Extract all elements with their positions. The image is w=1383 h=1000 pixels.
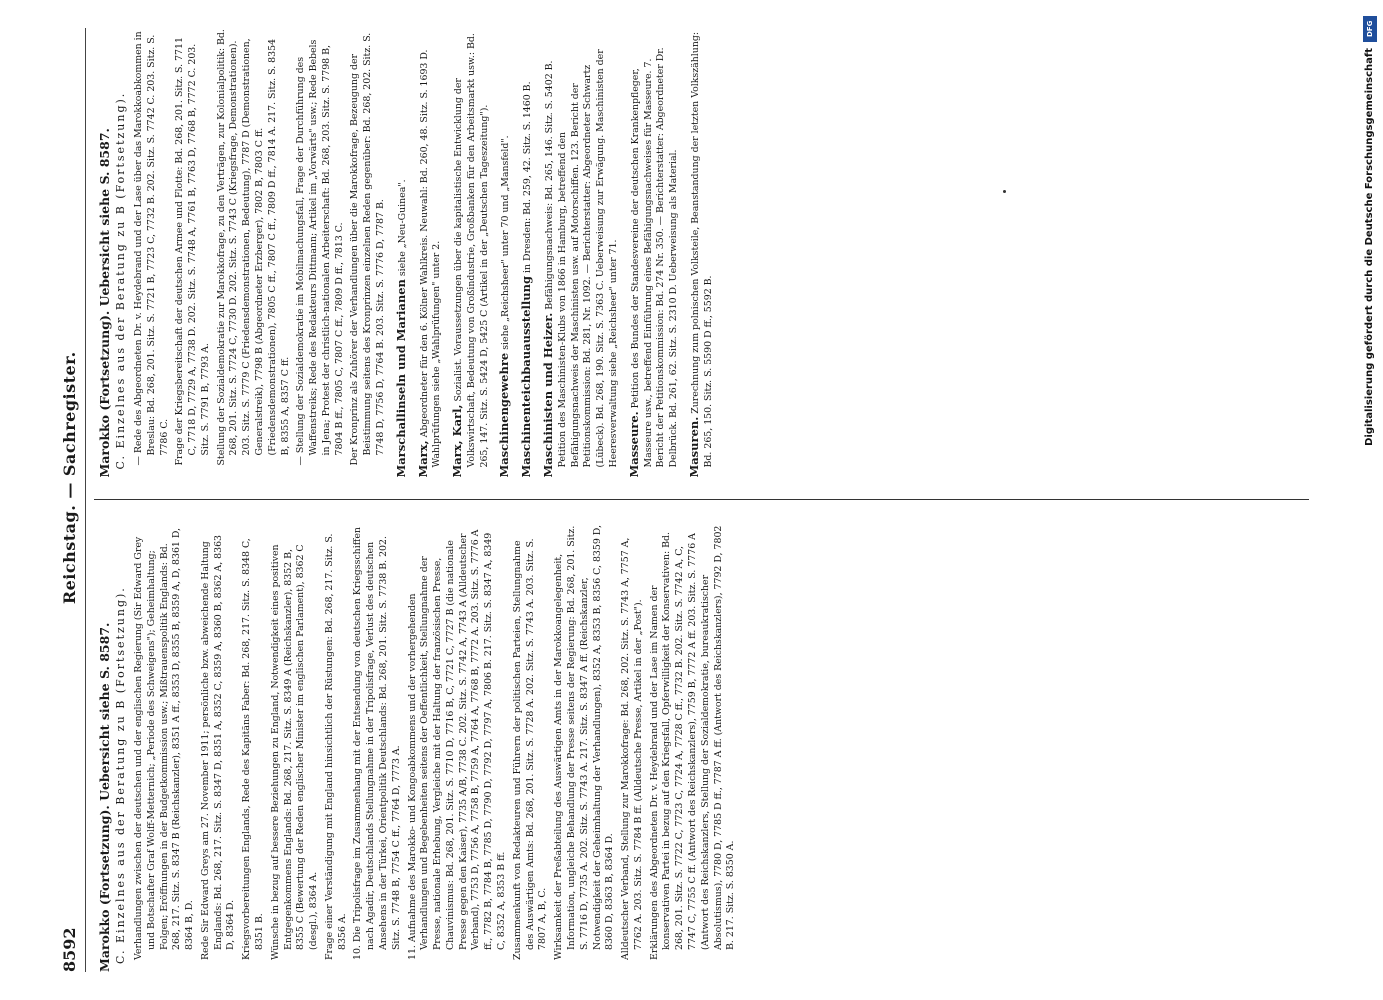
index-entry <box>394 28 410 478</box>
index-entry-text: Befähigungsnachweis: Bd. 265, 146. Sitz. S. 5402 B. Petition des Maschinisten-Klubs von 1866 in Hamburg, betreffend den Befähigungsnachweis der Maschinisten usw. auf Motorschiffen. 123. Bericht der Petitionskommission: Bd. 281, Nr. 1092. — Berichterstatter: Abgeordneter Schwartz (Lübeck). Bd. 268, 190. Sitz. S. 7363 C. Ueberweisung zur Erwägung. Maschinisten der Heeresverwaltung siehe „Reichsheer" unter 71. <box>544 49 619 468</box>
index-entry-text: siehe „Reichsheer" unter 70 und „Mansfeld". <box>500 135 512 350</box>
index-subentry: — Stellung der Sozialdemokratie im Mobilmachungsfall, Frage der Durchführung des Waffenstreiks; Rede des Redakteurs Dittmann; Artikel im „Vorwärts" usw.; Rede Bebels in Jena; Protest der christlich-nationalen Arbeiterschaft: Bd. 268, 203. Sitz. S. 7798 B, 7804 B ff., 7805 C, 7807 C ff., 7809 D ff., 7813 C. <box>295 39 345 466</box>
right-column-heading: Marokko (Fortsetzung). Uebersicht siehe S. 8587. <box>97 128 112 478</box>
index-entry-text: Zurechnung zum polnischen Volksteile, Beanstandung der letzten Volkszählung: Bd. 265, 150. Sitz. S. 5590 D ff., 5592 B. <box>689 31 714 468</box>
dfg-logo: DFG <box>1363 16 1377 42</box>
index-keyword: Marschallinseln und Marianen <box>393 279 408 478</box>
column-divider <box>94 500 1309 501</box>
index-subentry: Wünsche in bezug auf bessere Beziehungen zu England, Notwendigkeit eines positiven Entgegenkommens Englands: Bd. 268, 217. Sitz. S. 8349 A (Reichskanzler), 8352 B, 8355 C (Bewertung der Reden englischer Minister im englischen Parlament), 8362 C (desgl.), 8364 A. <box>269 544 320 960</box>
index-subentry: Zusammenkunft von Redakteuren und Führern der politischen Parteien, Stellungnahme des Auswärtigen Amts: Bd. 268, 201. Sitz. S. 7728 A. 202. Sitz. S. 7743 A. 203. Sitz. S. 7807 A, B, C. <box>511 538 549 960</box>
index-keyword: Marx, Karl, <box>450 404 465 478</box>
left-column <box>94 523 1309 973</box>
index-entry <box>519 28 535 478</box>
index-entry <box>541 28 621 478</box>
index-keyword: Maschinengewehre <box>497 352 512 478</box>
index-entry <box>687 28 716 478</box>
index-entry <box>497 28 513 478</box>
index-entry-text: siehe „Neu-Guinea". <box>396 179 408 277</box>
index-subentry: Rede Sir Edward Greys am 27. November 1911; persönliche bzw. abweichende Haltung Englands: Bd. 268, 217. Sitz. S. 8347 D, 8351 A, 8352 C, 8359 A, 8360 B, 8362 A, 8363 D, 8364 D. <box>199 534 237 960</box>
running-title: Reichstag. — Sachregister. <box>60 351 79 605</box>
dfg-credit-text: Digitalisierung gefördert durch die Deutsche Forschungsgemeinschaft <box>1364 48 1375 446</box>
index-keyword: Maschinisten und Heizer. <box>541 312 556 478</box>
index-subentry: Frage der Kriegsbereitschaft der deutschen Armee und Flotte: Bd. 268, 201. Sitz. S. 7711 C, 7718 D, 7729 A, 7738 D. 202. Sitz. S. 7748 A, 7761 B, 7763 D, 7768 B, 7772 C. 203. Sitz. S. 7791 B, 7793 A. <box>174 37 211 466</box>
text-columns <box>94 28 1309 972</box>
dfg-credit-strip <box>1359 8 1381 993</box>
index-subentry: Stellung der Sozialdemokratie zur Marokkofrage, zu den Verträgen, zur Kolonialpolitik: Bd. 268, 201. Sitz. S. 7724 C, 7730 D. 202. Sitz. S. 7743 C (Kriegsfrage, Demonstrationen). 203. Sitz. S. 7779 C (Friedensdemonstrationen, Bedeutung), 7787 D (Demonstrationen, Generalstreik), 7798 B (Abgeordneter Erzberger), 7802 B, 7803 C ff. (Friedensdemonstrationen), 7805 C ff., 7807 C ff., 7809 D ff., 7814 A. 217. Sitz. S. 8354 B, 8355 A, 8357 C ff. <box>215 29 291 466</box>
index-keyword: Maschinenteichbauausstellung <box>519 275 534 478</box>
index-subentry-numbered: 10. Die Tripolisfrage im Zusammenhang mit der Entsendung von deutschen Kriegsschiffen nach Agadir, Deutschlands Stellungnahme in der Tripolisfrage, Verlust des deutschen Ansehens in der Türkei, Orientpolitik Deutschlands: Bd. 268, 201. Sitz. S. 7738 B. 202. Sitz. S. 7748 B, 7754 C ff., 7764 D, 7773 A. <box>352 527 402 960</box>
index-keyword: Masuren. <box>686 416 701 478</box>
index-entry <box>450 28 491 478</box>
index-entry-text: Sozialist. Voraussetzungen über die kapitalistische Entwicklung der Volkswirtschaft, Bedeutung von Großindustrie, Großbanken für den Arbeitsmarkt usw.: Bd. 265, 147. Sitz. S. 5424 D, 5425 C (Artikel in der „Deutschen Tageszeitung"). <box>453 33 490 468</box>
index-subentry: Der Kronprinz als Zuhörer der Verhandlungen über die Marokkofrage, Bezeugung der Beistimmung seitens des Kronprinzen einzelnen Reden gegenüber: Bd. 268, 202. Sitz. S. 7748 D, 7756 D, 7764 B. 203. Sitz. S. 7776 D, 7787 B. <box>349 32 387 466</box>
index-subentry: Alldeutscher Verband, Stellung zur Marokkofrage: Bd. 268, 202. Sitz. S. 7743 A, 7757 A, 7762 A. 203. Sitz. S. 7784 B ff. (Alldeutsche Presse, Artikel in der „Post"). <box>620 537 644 960</box>
index-subentry-numbered: 11. Aufnahme des Marokko- und Kongoabkommens und der vorhergehenden Verhandlungen und Begebenheiten seitens der Oeffentlichkeit, Stellungnahme der Presse, nationale Erhebung, Vergleiche mit der Haltung der französischen Presse, Chauvinismus: Bd. 268, 201. Sitz. S. 7710 D, 7716 B, C, 7721 C, 7727 B (die nationale Presse gegen den Kaiser), 7735 A/B, 7738 C. 202. Sitz. S. 7742 A, 7743 A (Alldeutscher Verband), 7753 D, 7756 A, 7758 B, 7759 A, 7764 A, 7768 B, 7772 A. 203. Sitz. S. 7776 A ff., 7782 B, 7784 B, 7785 D, 7790 D, 7792 D, 7797 A, 7806 B. 217. Sitz. S. 8347 A, 8349 C, 8352 A, 8353 B ff. <box>406 529 508 960</box>
index-subentry: Wirksamkeit der Preßabteilung des Auswärtigen Amts in der Marokkoangelegenheit, Information, ungleiche Behandlung der Presse seitens der Regierung: Bd. 268, 201. Sitz. S. 7716 D, 7735 A. 202. Sitz. S. 7743 A. 217. Sitz. S. 8347 A ff. (Reichskanzler, Notwendigkeit der Geheimhaltung der Verhandlungen), 8352 A, 8353 B, 8356 C, 8359 D, 8360 D, 8363 B, 8364 D. <box>553 525 616 960</box>
index-subentry: Erklärungen des Abgeordneten Dr. v. Heydebrand und der Lase im Namen der konservativen Partei in bezug auf den Kriegsfall, Opferwilligkeit der Konservativen: Bd. 268, 201. Sitz. S. 7722 C, 7723 C, 7724 A, 7728 C ff., 7732 B. 202. Sitz. S. 7742 A, C, 7747 C, 7755 C ff. (Antwort des Reichskanzlers), 7759 B, 7772 A ff. 203. Sitz. S. 7776 A (Antwort des Reichskanzlers, Stellung der Sozialdemokratie, bureaukratischer Absolutismus), 7780 D, 7785 D ff., 7787 A ff. (Antwort des Reichskanzlers), 7792 D, 7802 B. 217. Sitz. S. 8350 A. <box>648 525 737 960</box>
running-head <box>60 28 86 972</box>
right-column-subheading: C. Einzelnes aus der Beratung zu B (Fortsetzung). <box>114 91 127 470</box>
page-number: 8592 <box>60 927 79 972</box>
right-column <box>94 28 1309 478</box>
index-keyword: Masseure. <box>626 411 641 478</box>
rotated-document-page <box>50 0 1330 1000</box>
left-column-subheading: C. Einzelnes aus der Beratung zu B (Fortsetzung). <box>114 586 127 964</box>
index-subentry: Verhandlungen zwischen der deutschen und der englischen Regierung (Sir Edward Grey und Botschafter Graf Wolff-Metternich; „Periode des Schweigens"); Geheimhaltung; Folgen; Eröffnungen in der Budgetkommission usw.; Mißtrauenspolitik Englands: Bd. 268, 217. Sitz. S. 8347 B (Reichskanzler), 8351 A ff., 8353 D, 8355 B, 8359 A, D, 8361 D, 8364 B, D. <box>132 527 196 960</box>
index-subentry: — Rede des Abgeordneten Dr. v. Heydebrand und der Lase über das Marokkoabkommen in Breslau: Bd. 268, 201. Sitz. S. 7721 B, 7723 C, 7732 B. 202. Sitz. S. 7742 C. 203. Sitz. S. 7786 C. <box>132 31 170 466</box>
index-keyword: Marx, <box>415 440 430 478</box>
index-entry-text: Petition des Bundes der Standesvereine der deutschen Krankenpfleger, Masseure usw., betreffend Einführung eines Befähigungsnachweises für Masseure. 7. Bericht der Petitionskommission: Bd. 274 Nr. 350. — Berichterstatter: Abgeordneter Dr. Delbrück. Bd. 261, 62. Sitz. S. 2310 D. Ueberweisung als Material. <box>629 47 680 468</box>
index-subentry: Frage einer Verständigung mit England hinsichtlich der Rüstungen: Bd. 268, 217. Sitz. S. 8356 A. <box>323 533 348 960</box>
index-subentry: Kriegsvorbereitungen Englands, Rede des Kapitäns Faber: Bd. 268, 217. Sitz. S. 8348 C, 8351 B. <box>241 538 265 960</box>
index-entry-text: in Dresden: Bd. 259, 42. Sitz. S. 1460 B. <box>522 81 534 273</box>
index-entry <box>627 28 681 478</box>
index-entry-text: Abgeordneter für den 6. Kölner Wahlkreis. Neuwahl: Bd. 260, 48. Sitz. S. 1693 D. Wahlprüfungen siehe „Wahlprüfungen" unter 2. <box>418 49 443 468</box>
index-entry <box>416 28 445 478</box>
scan-speck <box>1003 190 1006 193</box>
left-column-heading: Marokko (Fortsetzung). Uebersicht siehe S. 8587. <box>97 622 112 972</box>
